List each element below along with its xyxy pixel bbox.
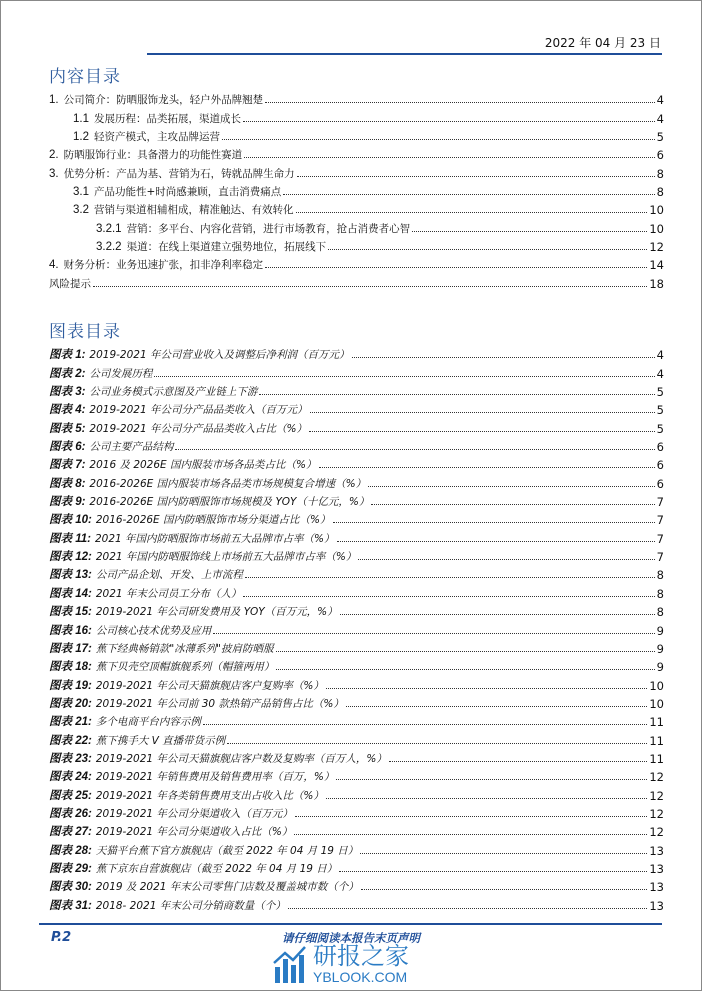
footer-divider (39, 923, 662, 925)
entry-page: 12 (649, 825, 664, 840)
figure-toc-entry[interactable] (49, 601, 664, 619)
entry-label (49, 566, 243, 582)
dot-leader (368, 486, 655, 487)
entry-title: 2016-2026E 国内服装市场各品类市场规模复合增速（%） (89, 477, 367, 490)
entry-title: 2019-2021 年公司营业收入及调整后净利润（百万元） (89, 349, 350, 362)
entry-number: 图表 4: (49, 404, 86, 417)
entry-number: 2. (49, 149, 59, 162)
dot-leader (283, 194, 654, 195)
entry-number: 图表 21: (49, 716, 92, 729)
dot-leader (243, 596, 654, 597)
toc-entry[interactable] (49, 126, 664, 144)
entry-label (49, 750, 387, 766)
dot-leader (276, 669, 654, 670)
entry-page: 9 (656, 623, 664, 638)
entry-title: 2019-2021 年各类销售费用支出占收入比（%） (95, 789, 324, 802)
entry-number: 图表 26: (49, 807, 92, 820)
entry-number: 3.1 (73, 186, 89, 199)
entry-page: 12 (649, 806, 664, 821)
entry-number: 1. (49, 94, 59, 107)
entry-title: 2019-2021 年公司分产品品类收入（百万元） (89, 404, 308, 417)
dot-leader (310, 412, 655, 413)
figure-toc-entry[interactable] (49, 546, 664, 564)
entry-title: 2021 年国内防晒服饰市场前五大品牌市占率（%） (94, 532, 335, 545)
entry-label (49, 401, 308, 417)
entry-title: 2019-2021 年公司分渠道收入（百万元） (95, 807, 293, 820)
entry-label (49, 713, 201, 729)
figure-toc-entry[interactable] (49, 564, 664, 582)
dot-leader (296, 212, 648, 213)
entry-label (49, 92, 263, 107)
dot-leader (93, 286, 647, 287)
entry-title: 产品功能性+时尚感兼顾，直击消费痛点 (94, 186, 282, 199)
entry-title: 风险提示 (49, 277, 91, 290)
dot-leader (288, 908, 648, 909)
header-divider (147, 53, 662, 55)
figure-toc-entry[interactable] (49, 491, 664, 509)
entry-title: 2016-2026E 国内防晒服饰市场规模及 YOY（十亿元，%） (89, 496, 370, 509)
entry-page: 13 (649, 898, 664, 913)
dot-leader (326, 798, 647, 799)
entry-label (49, 768, 334, 784)
entry-page: 14 (649, 258, 664, 273)
dot-leader (319, 467, 655, 468)
entry-page: 8 (656, 586, 664, 601)
entry-label (49, 166, 295, 181)
dot-leader (265, 267, 647, 268)
entry-label (49, 842, 358, 858)
entry-number: 图表 25: (49, 789, 92, 802)
entry-title: 渠道：在线上渠道建立强势地位，拓展线下 (126, 241, 327, 254)
dot-leader (361, 889, 648, 890)
figure-toc-entry[interactable] (49, 876, 664, 894)
entry-number: 3.2.2 (96, 241, 122, 254)
toc-entry[interactable] (49, 144, 664, 162)
entry-title: 公司主要产品结构 (89, 441, 174, 454)
figure-toc-entry[interactable] (49, 894, 664, 912)
figure-toc-entry[interactable] (49, 693, 664, 711)
entry-page: 8 (656, 568, 664, 583)
entry-label (49, 147, 242, 162)
figure-toc-entry[interactable] (49, 729, 664, 747)
entry-page: 18 (649, 276, 664, 291)
entry-label (73, 111, 241, 126)
entry-page: 12 (649, 788, 664, 803)
watermark-logo: 研报之家 YBLOOK.COM (273, 943, 409, 985)
entry-number: 1.2 (73, 131, 89, 144)
entry-label (49, 420, 307, 436)
entry-number: 图表 22: (49, 734, 92, 747)
entry-title: 2021 年国内防晒服饰线上市场前五大品牌市占率（%） (95, 551, 357, 564)
entry-label (73, 184, 281, 199)
entry-page: 5 (656, 403, 664, 418)
entry-title: 天猫平台蕉下官方旗舰店（截至 2022 年 04 月 19 日） (95, 844, 359, 857)
entry-label (49, 787, 324, 803)
dot-leader (213, 633, 654, 634)
entry-page: 7 (656, 513, 664, 528)
dot-leader (333, 522, 655, 523)
figure-toc-entry[interactable] (49, 417, 664, 435)
entry-number: 3.2.1 (96, 222, 122, 235)
dot-leader (297, 176, 655, 177)
dot-leader (389, 761, 647, 762)
entry-title: 财务分析：业务迅速扩张，扣非净利率稳定 (63, 259, 264, 272)
figure-toc-entry[interactable] (49, 472, 664, 490)
figure-toc-entry[interactable] (49, 711, 664, 729)
entry-number: 图表 2: (49, 367, 86, 380)
entry-label (49, 658, 274, 674)
entry-label (49, 603, 338, 619)
entry-title: 2019 及 2021 年末公司零售门店数及覆盖城市数（个） (95, 881, 359, 894)
entry-number: 图表 24: (49, 771, 92, 784)
entry-number: 图表 7: (49, 459, 86, 472)
entry-title: 2019-2021 年公司分产品品类收入占比（%） (89, 422, 307, 435)
entry-number: 图表 20: (49, 697, 92, 710)
toc-entry[interactable] (49, 89, 664, 107)
chart-logo-icon (273, 945, 307, 983)
entry-title: 蕉下经典畅销款"冰薄系列"披肩防晒服 (95, 642, 274, 655)
dot-leader (339, 871, 647, 872)
entry-page: 11 (649, 715, 664, 730)
contents-list (49, 89, 664, 291)
figure-toc-entry[interactable] (49, 839, 664, 857)
entry-label (49, 878, 359, 894)
entry-number: 图表 30: (49, 881, 92, 894)
entry-page: 5 (656, 130, 664, 145)
entry-title: 公司产品企划、开发、上市流程 (95, 569, 243, 582)
entry-number: 图表 18: (49, 661, 92, 674)
dot-leader (358, 559, 654, 560)
dot-leader (346, 706, 647, 707)
dot-leader (328, 249, 647, 250)
dot-leader (259, 394, 654, 395)
entry-title: 公司发展历程 (89, 367, 153, 380)
entry-label (96, 221, 410, 236)
entry-page: 10 (649, 203, 664, 218)
entry-number: 图表 1: (49, 349, 86, 362)
entry-title: 公司业务模式示意图及产业链上下游 (89, 386, 258, 399)
entry-page: 13 (649, 861, 664, 876)
toc-entry[interactable] (49, 217, 664, 235)
entry-label (49, 365, 152, 381)
dot-leader (360, 853, 647, 854)
toc-entry[interactable] (49, 162, 664, 180)
contents-title: 内容目录 (49, 67, 121, 87)
toc-entry[interactable] (49, 254, 664, 272)
entry-label (49, 493, 369, 509)
dot-leader (309, 431, 655, 432)
dot-leader (340, 614, 655, 615)
entry-page: 7 (656, 495, 664, 510)
entry-label (73, 202, 294, 217)
entry-title: 2019-2021 年公司天猫旗舰店客户数及复购率（百万人，%） (95, 752, 387, 765)
entry-title: 2019-2021 年公司天猫旗舰店客户复购率（%） (95, 679, 324, 692)
entry-page: 9 (656, 641, 664, 656)
entry-title: 2016-2026E 国内防晒服饰市场分渠道占比（%） (95, 514, 331, 527)
figure-toc-entry[interactable] (49, 454, 664, 472)
entry-page: 4 (656, 366, 664, 381)
entry-page: 8 (656, 605, 664, 620)
figure-toc-entry[interactable] (49, 399, 664, 417)
entry-title: 防晒服饰行业：具备潜力的功能性赛道 (63, 149, 243, 162)
entry-number: 图表 6: (49, 441, 86, 454)
entry-label (49, 548, 356, 564)
entry-label (49, 860, 337, 876)
dot-leader (245, 577, 655, 578)
entry-number: 图表 28: (49, 844, 92, 857)
entry-title: 营销：多平台、内容化营销，进行市场教育，抢占消费者心智 (126, 222, 411, 235)
entry-page: 7 (656, 531, 664, 546)
figure-toc-entry[interactable] (49, 803, 664, 821)
entry-number: 图表 16: (49, 624, 92, 637)
entry-title: 轻资产模式，主攻品牌运营 (94, 131, 220, 144)
entry-title: 蕉下携手大 V 直播带货示例 (95, 734, 226, 747)
entry-page: 11 (649, 751, 664, 766)
entry-title: 发展历程：品类拓展，渠道成长 (94, 112, 241, 125)
report-date: 2022 年 04 月 23 日 (544, 36, 661, 50)
entry-label (49, 346, 350, 362)
dot-leader (276, 651, 655, 652)
figure-toc-entry[interactable] (49, 582, 664, 600)
toc-entry[interactable] (49, 107, 664, 125)
entry-label (49, 438, 173, 454)
entry-title: 2019-2021 年公司研发费用及 YOY（百万元，%） (95, 606, 338, 619)
entry-page: 13 (649, 843, 664, 858)
entry-label (49, 530, 335, 546)
dot-leader (243, 121, 655, 122)
dot-leader (203, 724, 648, 725)
figure-toc-entry[interactable] (49, 619, 664, 637)
entry-label (49, 897, 286, 913)
entry-label (49, 257, 263, 272)
toc-entry[interactable] (49, 236, 664, 254)
entry-number: 图表 11: (49, 532, 91, 545)
entry-page: 4 (656, 348, 664, 363)
entry-page: 13 (649, 880, 664, 895)
entry-page: 7 (656, 550, 664, 565)
figure-toc-entry[interactable] (49, 656, 664, 674)
entry-page: 6 (656, 458, 664, 473)
entry-page: 6 (656, 476, 664, 491)
entry-label (73, 129, 220, 144)
entry-title: 2016 及 2026E 国内服装市场各品类占比（%） (89, 459, 317, 472)
entry-number: 图表 27: (49, 826, 92, 839)
figure-toc-entry[interactable] (49, 509, 664, 527)
toc-entry[interactable] (49, 272, 664, 290)
entry-number: 图表 23: (49, 752, 92, 765)
dot-leader (337, 541, 655, 542)
dot-leader (175, 449, 654, 450)
entry-page: 10 (649, 678, 664, 693)
entry-number: 3.2 (73, 204, 89, 217)
figure-toc-entry[interactable] (49, 748, 664, 766)
entry-number: 图表 14: (49, 587, 92, 600)
entry-number: 图表 31: (49, 899, 92, 912)
entry-number: 图表 12: (49, 551, 92, 564)
entry-page: 9 (656, 660, 664, 675)
disclaimer-link[interactable]: 请仔细阅读本报告末页声明 (282, 931, 420, 945)
dot-leader (336, 779, 647, 780)
entry-page: 10 (649, 221, 664, 236)
entry-number: 图表 10: (49, 514, 92, 527)
entry-title: 优势分析：产品为基、营销为石，铸就品牌生命力 (63, 167, 295, 180)
entry-label (49, 475, 366, 491)
entry-label (49, 456, 317, 472)
dot-leader (294, 834, 647, 835)
dot-leader (154, 376, 654, 377)
dot-leader (244, 157, 655, 158)
entry-title: 2019-2021 年公司前 30 款热销产品销售占比（%） (95, 697, 344, 710)
entry-page: 6 (656, 440, 664, 455)
figure-toc-entry[interactable] (49, 381, 664, 399)
entry-number: 图表 5: (49, 422, 86, 435)
dot-leader (227, 743, 647, 744)
entry-number: 图表 13: (49, 569, 92, 582)
toc-entry[interactable] (49, 181, 664, 199)
entry-title: 2019-2021 年销售费用及销售费用率（百万，%） (95, 771, 335, 784)
figure-toc-entry[interactable] (49, 362, 664, 380)
entry-title: 多个电商平台内容示例 (95, 716, 201, 729)
figure-toc-entry[interactable] (49, 858, 664, 876)
entry-page: 5 (656, 421, 664, 436)
entry-label (49, 640, 274, 656)
entry-page: 12 (649, 240, 664, 255)
dot-leader (352, 357, 655, 358)
dot-leader (222, 139, 655, 140)
figures-title: 图表目录 (49, 322, 121, 342)
entry-page: 4 (656, 111, 664, 126)
entry-title: 公司简介：防晒服饰龙头，轻户外品牌翘楚 (63, 94, 264, 107)
entry-label (49, 276, 91, 291)
entry-number: 图表 3: (49, 386, 86, 399)
entry-label (49, 622, 211, 638)
figure-toc-entry[interactable] (49, 766, 664, 784)
entry-label (49, 823, 292, 839)
entry-page: 6 (656, 148, 664, 163)
entry-label (49, 732, 225, 748)
dot-leader (295, 816, 647, 817)
entry-label (49, 695, 344, 711)
entry-label (49, 805, 293, 821)
entry-page: 5 (656, 385, 664, 400)
dot-leader (326, 688, 647, 689)
entry-title: 2018- 2021 年末公司分销商数量（个） (95, 899, 286, 912)
dot-leader (371, 504, 654, 505)
entry-page: 12 (649, 770, 664, 785)
entry-label (49, 511, 331, 527)
entry-page: 8 (656, 166, 664, 181)
entry-label (49, 677, 324, 693)
entry-number: 3. (49, 167, 59, 180)
entry-title: 2021 年末公司员工分布（人） (95, 587, 242, 600)
entry-number: 图表 15: (49, 606, 92, 619)
entry-label (49, 585, 241, 601)
figure-toc-entry[interactable] (49, 638, 664, 656)
entry-number: 4. (49, 259, 59, 272)
entry-page: 4 (656, 93, 664, 108)
entry-title: 2019-2021 年公司分渠道收入占比（%） (95, 826, 293, 839)
figure-toc-entry[interactable] (49, 527, 664, 545)
figure-toc-entry[interactable] (49, 436, 664, 454)
entry-title: 蕉下贝壳空顶帽旗舰系列（帽箍两用） (95, 661, 275, 674)
page-number: P.2 (51, 930, 72, 945)
entry-number: 图表 19: (49, 679, 92, 692)
entry-title: 公司核心技术优势及应用 (95, 624, 212, 637)
entry-label (96, 239, 326, 254)
toc-entry[interactable] (49, 199, 664, 217)
figure-toc-entry[interactable] (49, 784, 664, 802)
figure-toc-entry[interactable] (49, 674, 664, 692)
entry-number: 图表 9: (49, 496, 86, 509)
entry-page: 11 (649, 733, 664, 748)
entry-page: 10 (649, 696, 664, 711)
entry-page: 8 (656, 185, 664, 200)
dot-leader (412, 231, 647, 232)
figure-toc-entry[interactable] (49, 344, 664, 362)
entry-title: 蕉下京东自营旗舰店（截至 2022 年 04 月 19 日） (95, 862, 338, 875)
entry-number: 图表 17: (49, 642, 92, 655)
figures-list (49, 344, 664, 913)
entry-title: 营销与渠道相辅相成，精准触达、有效转化 (94, 204, 294, 217)
figure-toc-entry[interactable] (49, 821, 664, 839)
dot-leader (265, 102, 655, 103)
entry-number: 图表 8: (49, 477, 86, 490)
entry-number: 图表 29: (49, 862, 92, 875)
entry-label (49, 383, 257, 399)
entry-number: 1.1 (73, 112, 89, 125)
